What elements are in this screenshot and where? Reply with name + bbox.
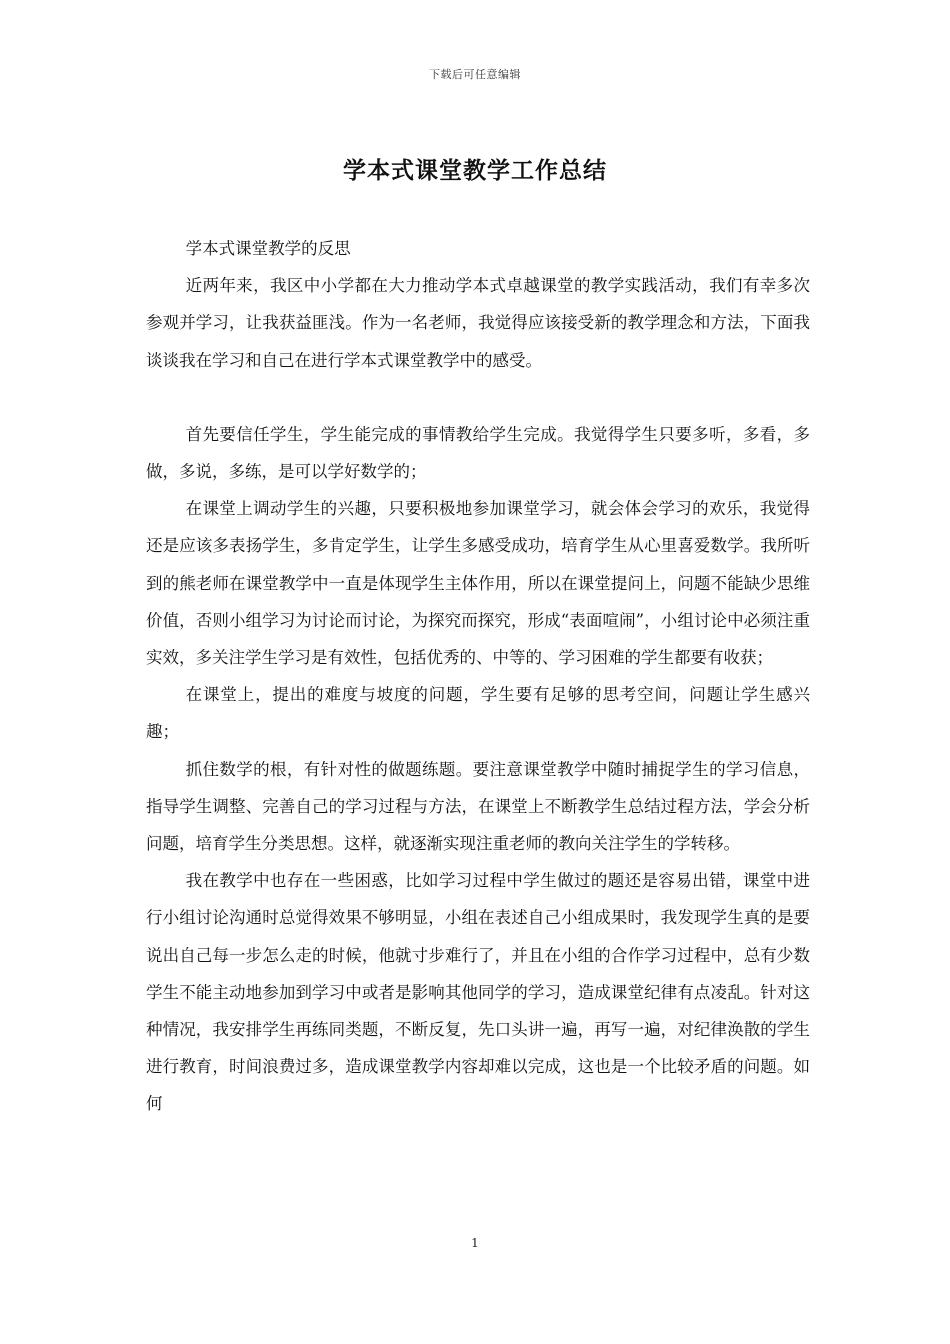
paragraph-subtitle: 学本式课堂教学的反思 [185,239,351,258]
paragraph: 在课堂上调动学生的兴趣，只要积极地参加课堂学习，就会体会学习的欢乐，我觉得还是应该多表扬学生，多肯定学生，让学生多感受成功，培育学生从心里喜爱数学。我所听到的熊老师在课堂教学中一直是体现学生主体作用，所以在课堂提问上，问题不能缺少思维价值，否则小组学习为讨论而讨论，为探究而探究，形成“表面喧闹”，小组讨论中必须注重实效，多关注学生学习是有效性，包括优秀的、中等的、学习困难的学生都要有收获； [146,499,810,668]
paragraph: 近两年来，我区中小学都在大力推动学本式卓越课堂的教学实践活动，我们有幸多次参观并学习，让我获益匪浅。作为一名老师，我觉得应该接受新的教学理念和方法，下面我谈谈我在学习和自己在进行学本式课堂教学中的感受。 [146,276,810,370]
paragraph: 抓住数学的根，有针对性的做题练题。要注意课堂教学中随时捕捉学生的学习信息，指导学生调整、完善自己的学习过程与方法，在课堂上不断教学生总结过程方法，学会分析问题，培育学生分类思想。这样，就逐渐实现注重老师的教向关注学生的学转移。 [146,759,810,854]
paragraph: 在课堂上，提出的难度与坡度的问题，学生要有足够的思考空间，问题让学生感兴趣； [146,685,810,742]
paragraph: 我在教学中也存在一些困惑，比如学习过程中学生做过的题还是容易出错，课堂中进行小组讨论沟通时总觉得效果不够明显，小组在表述自己小组成果时，我发现学生真的是要说出自己每一步怎么走的时候，他就寸步难行了，并且在小组的合作学习过程中，总有少数学生不能主动地参加到学习中或者是影响其他同学的学习，造成课堂纪律有点凌乱。针对这种情况，我安排学生再练同类题，不断反复，先口头讲一遍，再写一遍，对纪律涣散的学生进行教育，时间浪费过多，造成课堂教学内容却难以完成，这也是一个比较矛盾的问题。如何 [146,871,810,1114]
header-note: 下载后可任意编辑 [429,68,521,81]
document-body [146,230,810,1123]
paragraph-spacer [146,379,810,416]
document-title: 学本式课堂教学工作总结 [343,157,607,184]
paragraph: 首先要信任学生，学生能完成的事情教给学生完成。我觉得学生只要多听，多看，多做，多说，多练，是可以学好数学的； [146,424,810,482]
page-number: 1 [471,1236,479,1250]
